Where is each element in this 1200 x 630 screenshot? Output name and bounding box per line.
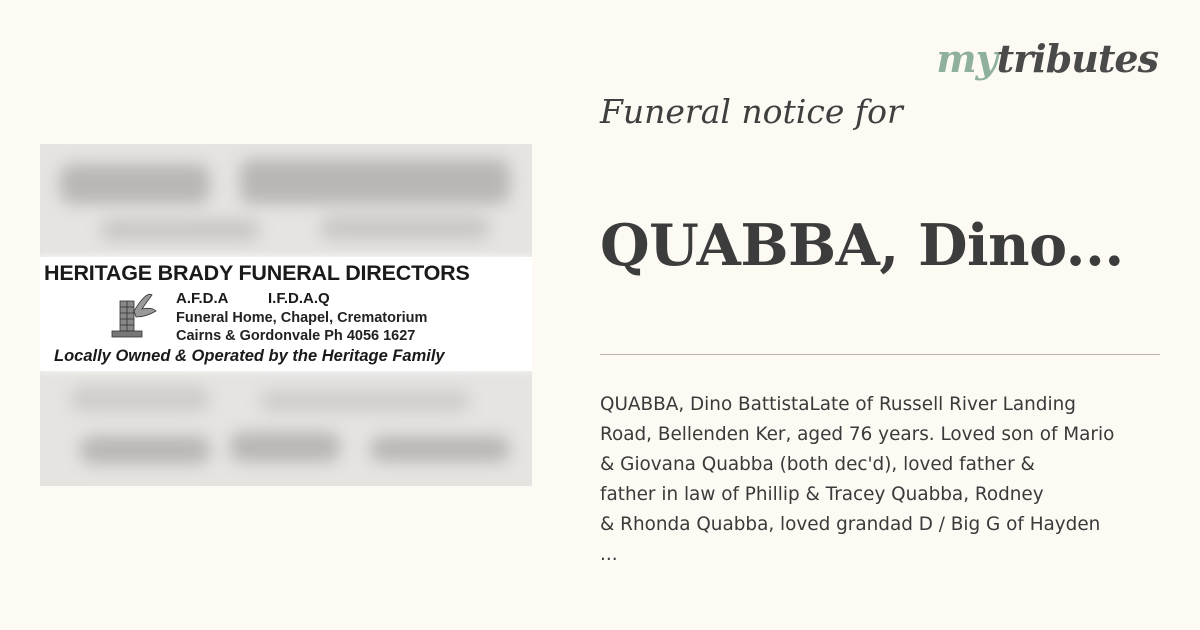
excerpt-line: father in law of Phillip & Tracey Quabba, Rodney: [600, 484, 1044, 505]
funeral-director-banner: [40, 257, 532, 371]
banner-locations-phone: Cairns & Gordonvale Ph 4056 1627: [176, 328, 416, 344]
banner-services: Funeral Home, Chapel, Crematorium: [176, 310, 428, 326]
excerpt-line: QUABBA, Dino BattistaLate of Russell River Landing: [600, 394, 1076, 415]
excerpt-ellipsis: ...: [600, 544, 618, 565]
logo-part-my: my: [936, 36, 997, 81]
banner-association-afda: A.F.D.A: [176, 290, 229, 307]
banner-title: HERITAGE BRADY FUNERAL DIRECTORS: [44, 261, 470, 285]
dove-cross-emblem-icon: [106, 287, 164, 343]
funeral-notice-image: [40, 144, 532, 486]
notice-excerpt: [600, 390, 1160, 570]
blurred-area-top: [40, 144, 532, 264]
section-divider: [600, 354, 1160, 355]
notice-kicker: Funeral notice for: [600, 92, 903, 131]
excerpt-line: & Rhonda Quabba, loved grandad D / Big G of Hayden: [600, 514, 1101, 535]
logo-part-tributes: tributes: [996, 36, 1158, 81]
deceased-name-heading: QUABBA, Dino...: [600, 212, 1124, 279]
excerpt-line: Road, Bellenden Ker, aged 76 years. Loved son of Mario: [600, 424, 1115, 445]
banner-tagline: Locally Owned & Operated by the Heritage Family: [54, 347, 445, 365]
blurred-area-bottom: [40, 366, 532, 486]
banner-association-ifdaq: I.F.D.A.Q: [268, 290, 330, 307]
mytributes-logo[interactable]: [936, 36, 1158, 81]
excerpt-line: & Giovana Quabba (both dec'd), loved father &: [600, 454, 1035, 475]
